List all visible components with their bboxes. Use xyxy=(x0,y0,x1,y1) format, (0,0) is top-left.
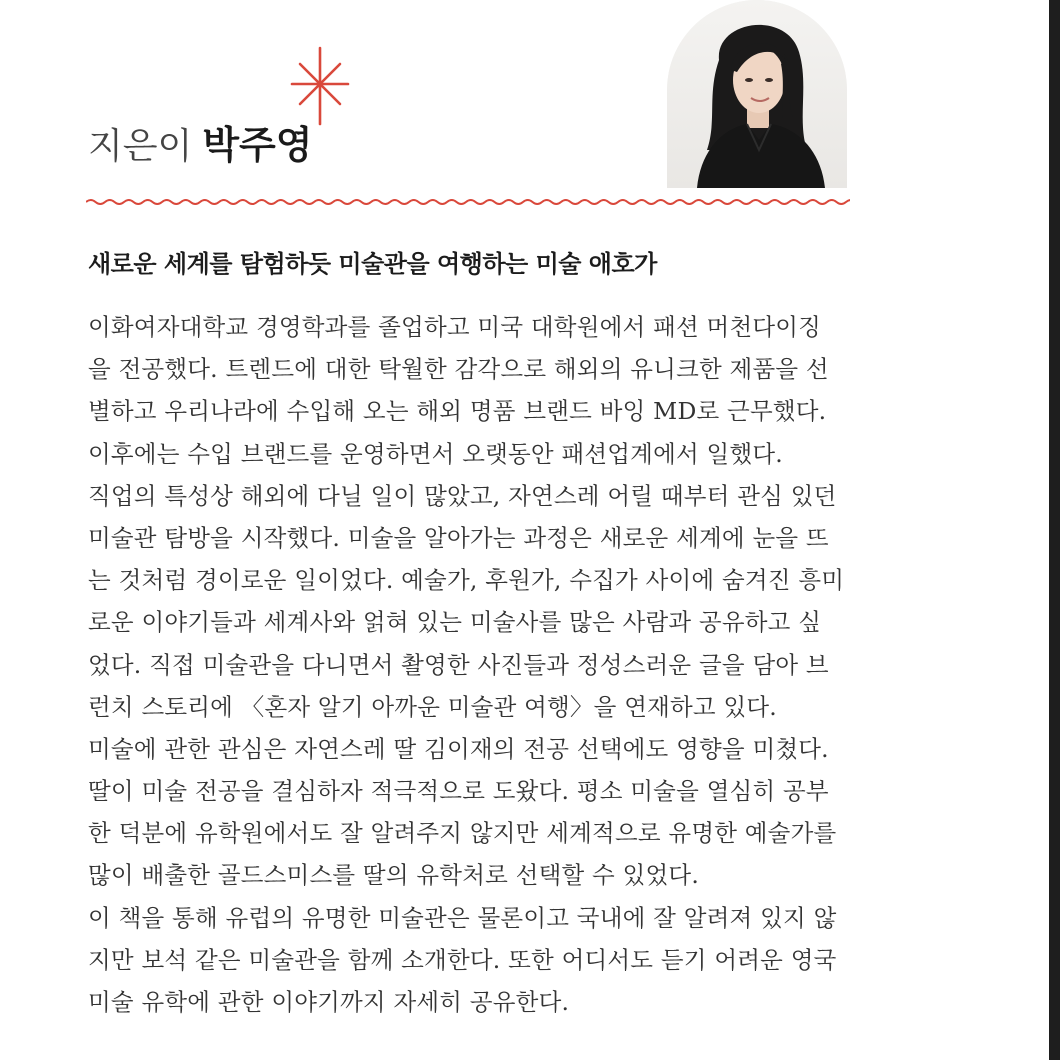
bio-line: 미술관 탐방을 시작했다. 미술을 알아가는 과정은 새로운 세계에 눈을 뜨 xyxy=(88,523,829,552)
wavy-divider xyxy=(86,194,850,210)
page-edge-shadow xyxy=(1049,0,1060,1060)
author-photo xyxy=(667,0,847,188)
bio-line: 을 전공했다. 트렌드에 대한 탁월한 감각으로 해외의 유니크한 제품을 선 xyxy=(88,355,829,384)
bio-line: 었다. 직접 미술관을 다니면서 촬영한 사진들과 정성스러운 글을 담아 브 xyxy=(88,650,829,679)
author-name: 박주영 xyxy=(202,123,313,167)
bio-line: 지만 보석 같은 미술관을 함께 소개한다. 또한 어디서도 듣기 어려운 영국 xyxy=(88,945,837,974)
bio-line: 직업의 특성상 해외에 다닐 일이 많았고, 자연스레 어릴 때부터 관심 있던 xyxy=(88,481,837,510)
bio-line: 미술 유학에 관한 이야기까지 자세히 공유한다. xyxy=(88,988,570,1016)
author-label: 지은이 xyxy=(88,126,193,167)
bio-line: 런치 스토리에 〈혼자 알기 아까운 미술관 여행〉을 연재하고 있다. xyxy=(88,692,777,721)
bio-line: 한 덕분에 유학원에서도 잘 알려주지 않지만 세계적으로 유명한 예술가를 xyxy=(88,819,837,848)
bio-line: 로운 이야기들과 세계사와 얽혀 있는 미술사를 많은 사람과 공유하고 싶 xyxy=(88,608,822,637)
bio-line: 는 것처럼 경이로운 일이었다. 예술가, 후원가, 수집가 사이에 숨겨진 흥미 xyxy=(88,566,845,595)
bio-line: 이 책을 통해 유럽의 유명한 미술관은 물론이고 국내에 잘 알려져 있지 않 xyxy=(88,903,837,932)
bio-line: 딸이 미술 전공을 결심하자 적극적으로 도왔다. 평소 미술을 열심히 공부 xyxy=(88,777,829,806)
bio-line: 미술에 관한 관심은 자연스레 딸 김이재의 전공 선택에도 영향을 미쳤다. xyxy=(88,734,829,763)
author-biography xyxy=(88,306,858,1023)
bio-line: 많이 배출한 골드스미스를 딸의 유학처로 선택할 수 있었다. xyxy=(88,861,699,890)
bio-line: 별하고 우리나라에 수입해 오는 해외 명품 브랜드 바잉 MD로 근무했다. xyxy=(88,397,827,426)
tagline-heading: 새로운 세계를 탐험하듯 미술관을 여행하는 미술 애호가 xyxy=(88,250,657,278)
bio-line: 이화여자대학교 경영학과를 졸업하고 미국 대학원에서 패션 머천다이징 xyxy=(88,313,822,341)
author-heading xyxy=(88,114,312,174)
bio-line: 이후에는 수입 브랜드를 운영하면서 오랫동안 패션업계에서 일했다. xyxy=(88,439,783,468)
